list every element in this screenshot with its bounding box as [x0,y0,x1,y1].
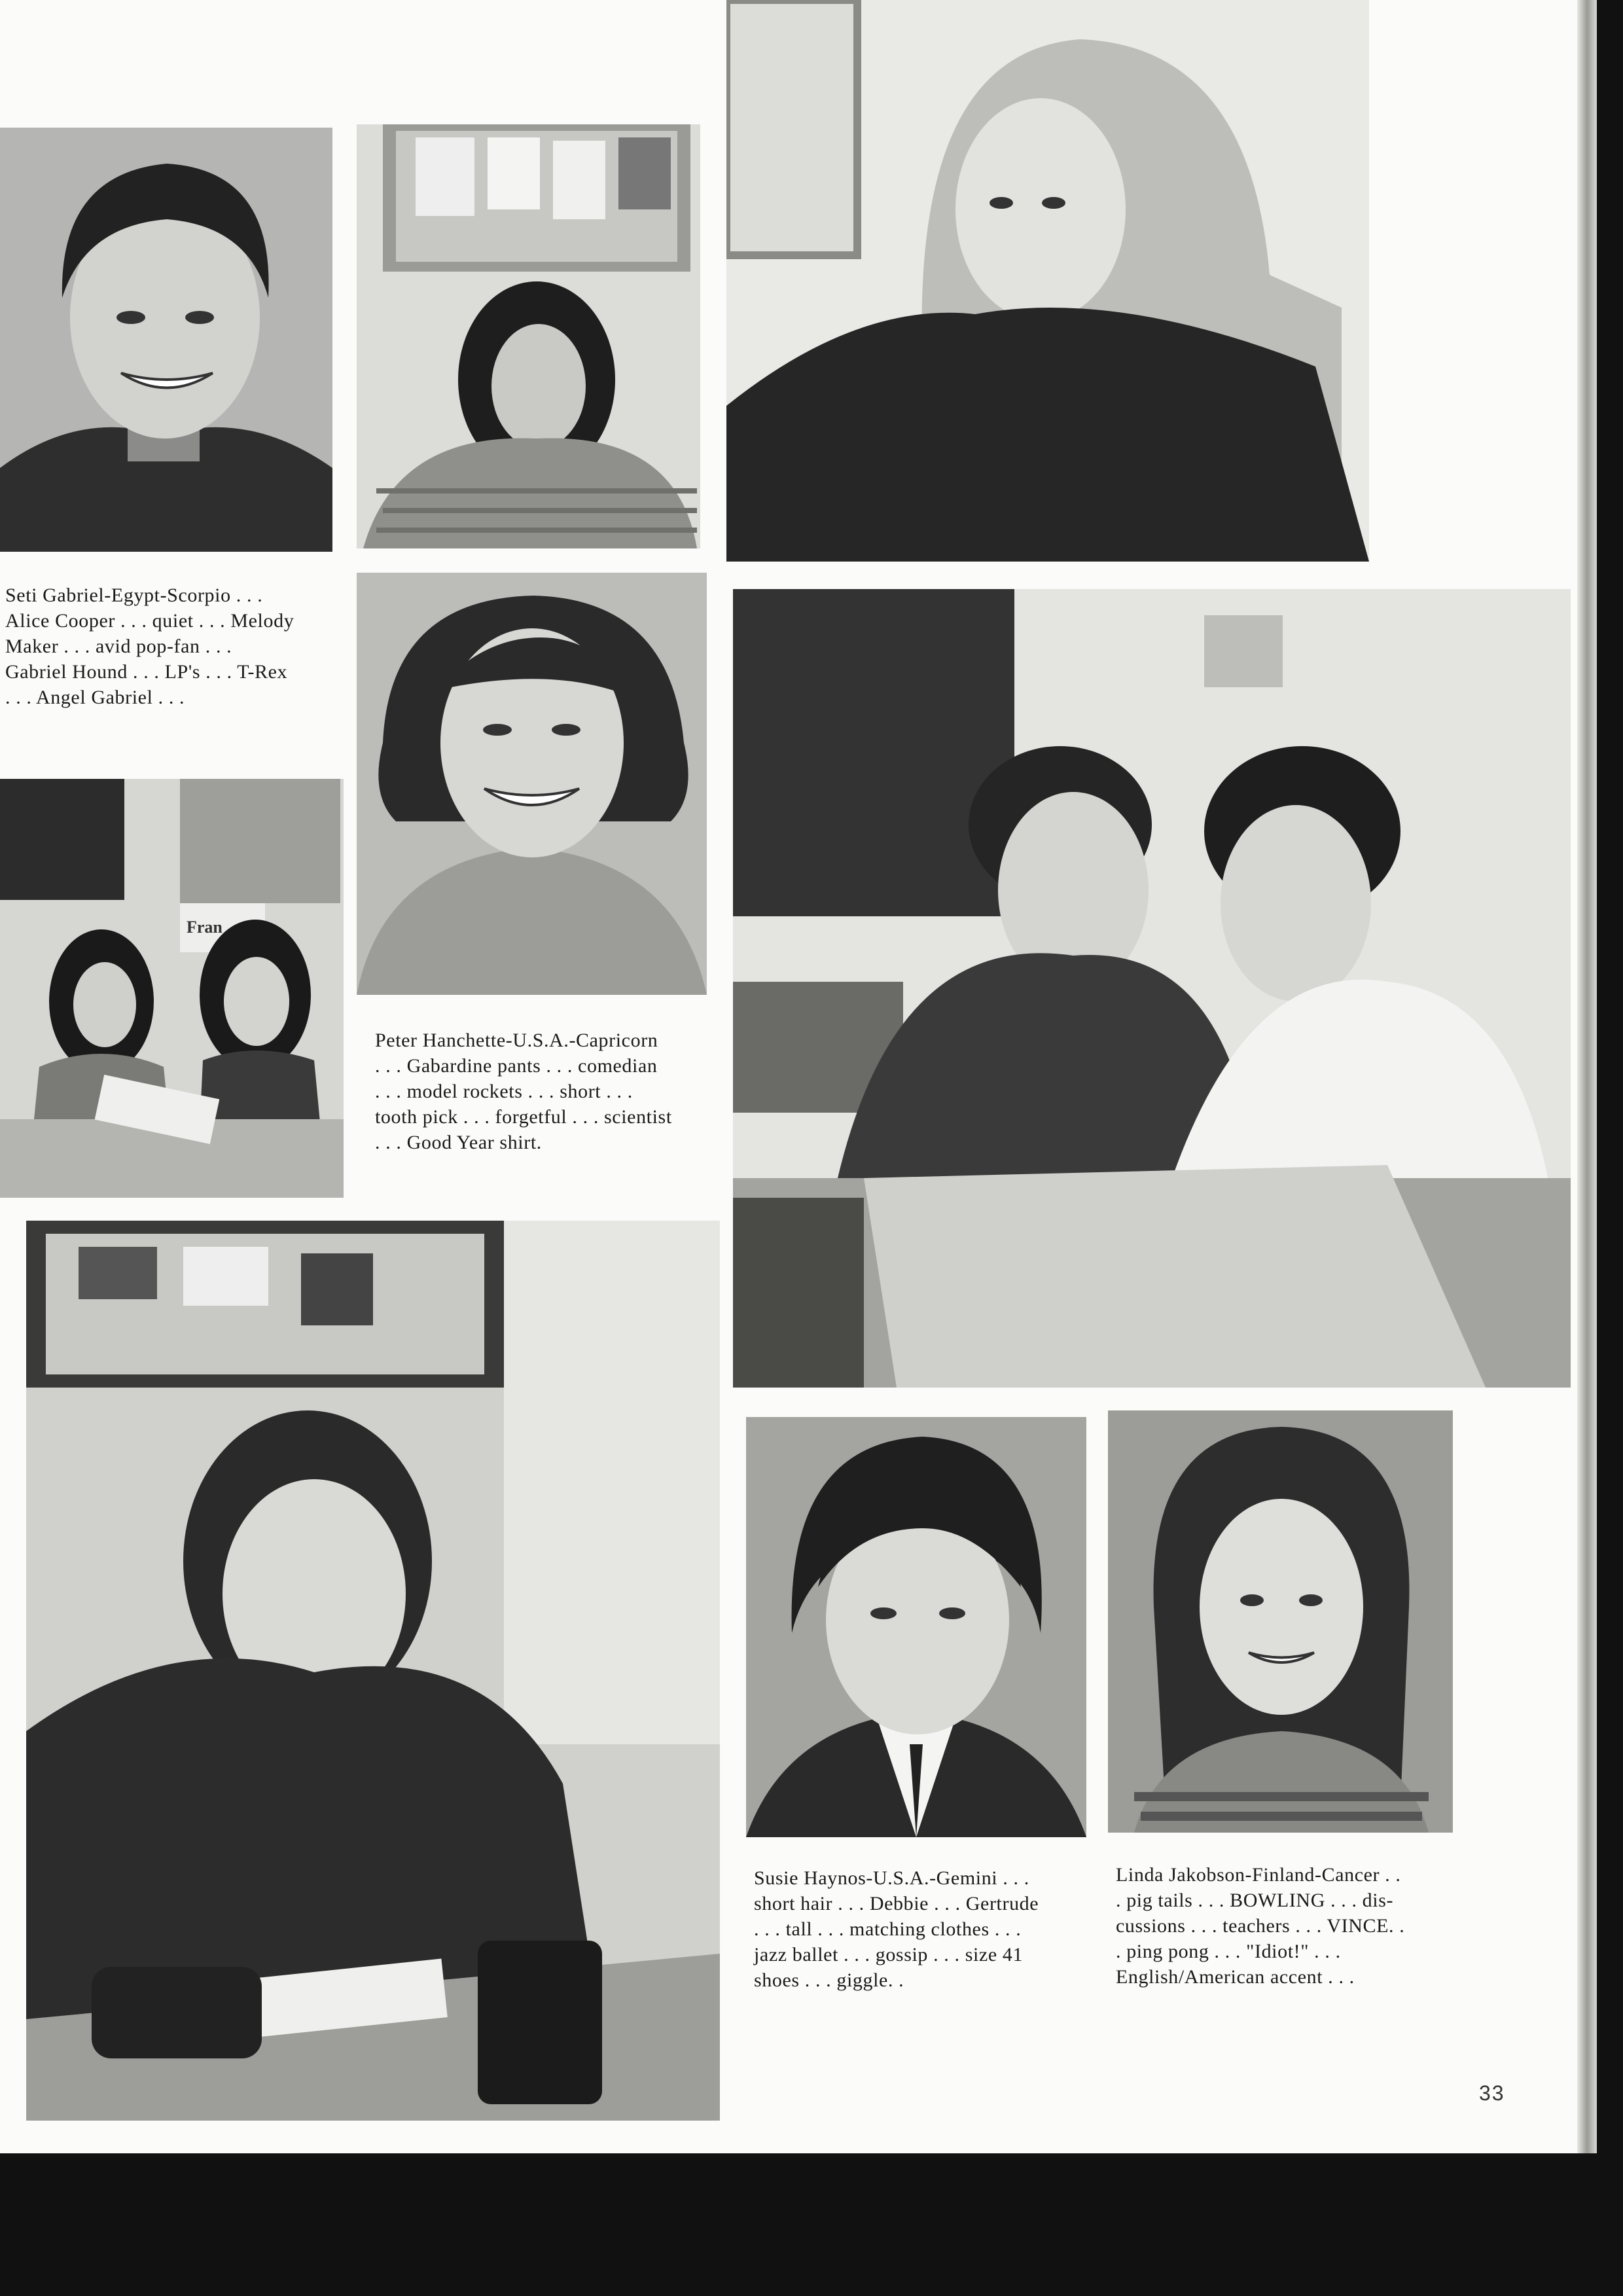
caption-line: . . . tall . . . matching clothes . . . [754,1918,1022,1940]
caption-line: jazz ballet . . . gossip . . . size 41 [754,1944,1024,1965]
poster-text: Fran [187,918,223,937]
caption-line: . ping pong . . . "Idiot!" . . . [1116,1941,1341,1962]
caption-line: . . . Gabardine pants . . . comedian [375,1055,658,1077]
caption-line: Seti Gabriel-Egypt-Scorpio . . . [5,584,263,606]
photo-seti-portrait [0,128,332,552]
caption-linda [1116,1862,1404,1990]
photo-students-studying [733,589,1571,1388]
photo-susie-portrait [746,1417,1086,1837]
caption-line: shoes . . . giggle. . [754,1969,904,1991]
caption-line: . . . Good Year shirt. [375,1132,542,1153]
photo-boy-at-desk [26,1221,720,2121]
book-spine [1577,0,1597,2153]
caption-line: Peter Hanchette-U.S.A.-Capricorn [375,1030,658,1051]
caption-seti [5,583,294,710]
caption-line: . . . Angel Gabriel . . . [5,687,185,708]
caption-line: Maker . . . avid pop-fan . . . [5,636,232,657]
photo-girl-writing [357,124,700,548]
photo-linda-portrait [1108,1410,1453,1833]
caption-line: Gabriel Hound . . . LP's . . . T-Rex [5,661,288,683]
photo-blonde-girl [726,0,1369,562]
caption-line: Alice Cooper . . . quiet . . . Melody [5,610,294,632]
caption-line: short hair . . . Debbie . . . Gertrude [754,1893,1039,1914]
caption-line: cussions . . . teachers . . . VINCE. . [1116,1915,1405,1937]
caption-peter [375,1028,672,1155]
caption-susie [754,1865,1039,1993]
caption-line: . pig tails . . . BOWLING . . . dis- [1116,1890,1394,1911]
photo-girls-reading [0,779,344,1198]
page-number: 33 [1479,2081,1505,2105]
caption-line: English/American accent . . . [1116,1966,1355,1988]
caption-line: . . . model rockets . . . short . . . [375,1081,633,1102]
photo-peter-portrait [357,573,707,995]
caption-line: tooth pick . . . forgetful . . . scientist [375,1106,672,1128]
caption-line: Susie Haynos-U.S.A.-Gemini . . . [754,1867,1029,1889]
caption-line: Linda Jakobson-Finland-Cancer . . [1116,1864,1401,1886]
